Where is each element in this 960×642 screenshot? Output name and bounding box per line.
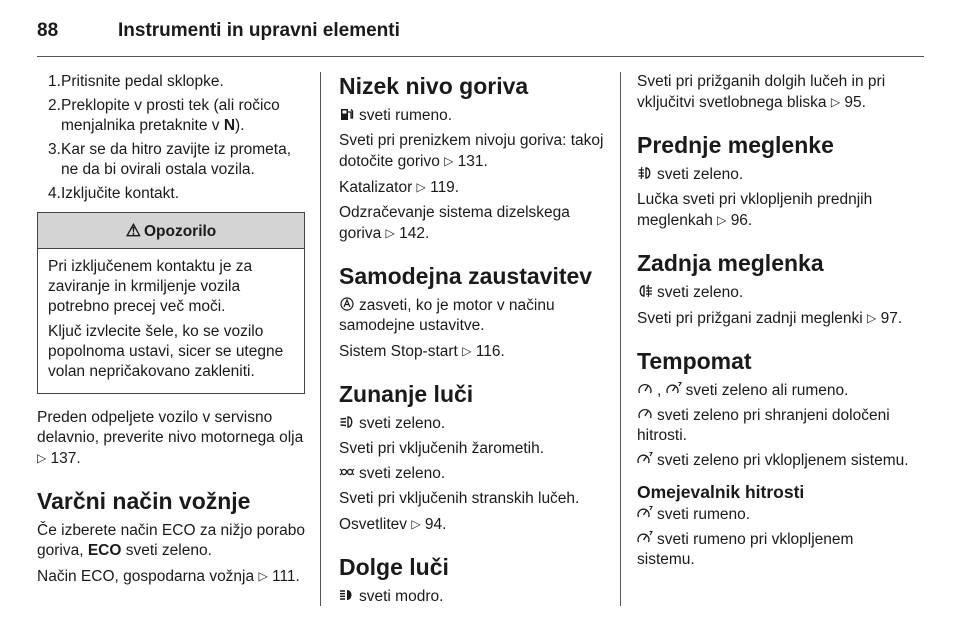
highbeam-line-1: sveti modro. <box>339 587 607 607</box>
autostop-line-1: zasveti, ko je motor v načinu samodejne ustavitve. <box>339 297 555 334</box>
side-light-icon <box>339 464 355 480</box>
highbeam-continued: Sveti pri prižganih dolgih lučeh in pri vključitvi svetlobnega bliska ▷ 95. <box>637 73 886 111</box>
reference-arrow-icon: ▷ <box>416 180 426 194</box>
fuel-line-1: sveti rumeno. <box>339 106 607 126</box>
header-rule <box>37 56 924 57</box>
eco-text-2: Način ECO, gospodarna vožnja ▷ 111. <box>37 568 300 585</box>
column-divider-1 <box>320 72 321 606</box>
speed-limiter-icon <box>637 505 653 521</box>
warning-text-2: Ključ izvlecite šele, ko se vozilo popolnoma ustavi, sicer se utegne volan nepričakovano zakleniti. <box>48 323 284 380</box>
warning-body <box>38 249 304 393</box>
limiter-line-2: sveti rumeno pri vklopljenem sistemu. <box>637 531 854 568</box>
section-title-autostop: Samodejna zaustavitev <box>339 263 593 289</box>
frontfog-line-1: sveti zeleno. <box>637 165 909 185</box>
section-title-fuel: Nizek nivo goriva <box>339 73 529 99</box>
speed-limiter-icon <box>637 530 653 546</box>
warning-text-1: Pri izključenem kontaktu je za zaviranje in krmiljenje vozila potrebno precej več moči. <box>48 258 253 315</box>
column-divider-2 <box>620 72 621 606</box>
reference-arrow-icon: ▷ <box>37 451 47 465</box>
list-item: 1. Pritisnite pedal sklopke. <box>48 73 224 90</box>
section-title-cruise: Tempomat <box>637 348 752 374</box>
fuel-line-2: Sveti pri prenizkem nivoju goriva: takoj dotočite gorivo ▷ 131. <box>339 132 604 170</box>
page-title: Instrumenti in upravni elementi <box>118 20 400 41</box>
eco-text-1: Če izberete način ECO za nižjo porabo goriva, ECO sveti zeleno. <box>37 522 305 559</box>
fuel-line-3: Katalizator ▷ 119. <box>339 179 460 196</box>
high-beam-icon <box>339 587 355 603</box>
reference-arrow-icon: ▷ <box>830 95 841 109</box>
list-item: 2. Preklopite v prosti tek (ali ročico menjalnika pretaknite v N). <box>48 97 280 134</box>
reference-arrow-icon: ▷ <box>717 213 727 227</box>
exterior-line-4: Sveti pri vključenih stranskih lučeh. <box>339 490 580 507</box>
limiter-line-1: sveti rumeno. <box>637 505 909 525</box>
page-number: 88 <box>37 20 59 41</box>
warning-header: ⚠ Opozorilo <box>38 213 304 249</box>
rearfog-line-1: sveti zeleno. <box>637 283 909 303</box>
section-title-eco: Varčni način vožnje <box>37 488 251 514</box>
exterior-line-1: sveti zeleno. <box>339 414 607 434</box>
rear-fog-icon <box>637 283 653 299</box>
column-2 <box>339 72 607 612</box>
section-title-limiter: Omejevalnik hitrosti <box>637 482 805 502</box>
column-3 <box>637 72 909 575</box>
cruise-control-icon <box>637 381 653 397</box>
reference-arrow-icon: ▷ <box>385 226 395 240</box>
section-title-exterior: Zunanje luči <box>339 381 474 407</box>
fuel-pump-icon <box>339 106 355 122</box>
list-item: 3. Kar se da hitro zavijte iz prometa, ne da bi ovirali ostala vozila. <box>48 141 292 178</box>
cruise-line-3: sveti zeleno pri vklopljenem sistemu. <box>637 451 909 471</box>
fuel-line-4: Odzračevanje sistema dizelskega goriva ▷ 142. <box>339 204 570 242</box>
reference-arrow-icon: ▷ <box>258 569 268 583</box>
cruise-control-icon <box>666 381 682 397</box>
auto-stop-icon <box>339 296 355 312</box>
autostop-line-2: Sistem Stop-start ▷ 116. <box>339 343 505 360</box>
list-item: 4. Izključite kontakt. <box>48 185 180 202</box>
exterior-line-3: sveti zeleno. <box>339 464 607 484</box>
headlight-icon <box>339 414 355 430</box>
service-note: Preden odpeljete vozilo v servisno delavnio, preverite nivo motornega olja ▷ 137. <box>37 409 304 467</box>
reference-arrow-icon: ▷ <box>462 344 472 358</box>
frontfog-line-2: Lučka sveti pri vklopljenih prednjih meglenkah ▷ 96. <box>637 191 873 229</box>
cruise-line-2: sveti zeleno pri shranjeni določeni hitrosti. <box>637 407 890 444</box>
front-fog-icon <box>637 165 653 181</box>
section-title-highbeam: Dolge luči <box>339 554 449 580</box>
exterior-line-5: Osvetlitev ▷ 94. <box>339 516 447 533</box>
page-header <box>0 0 960 58</box>
section-title-frontfog: Prednje meglenke <box>637 132 834 158</box>
rearfog-line-2: Sveti pri prižgani zadnji meglenki ▷ 97. <box>637 310 903 327</box>
section-title-rearfog: Zadnja meglenka <box>637 250 824 276</box>
column-1 <box>37 72 305 592</box>
warning-box <box>37 212 305 394</box>
warning-triangle-icon: ⚠ <box>125 221 141 240</box>
exterior-line-2: Sveti pri vključenih žarometih. <box>339 440 545 457</box>
cruise-line-1: , sveti zeleno ali rumeno. <box>637 381 909 401</box>
reference-arrow-icon: ▷ <box>867 311 877 325</box>
cruise-control-icon <box>637 406 653 422</box>
steps-list <box>37 72 305 204</box>
reference-arrow-icon: ▷ <box>411 517 421 531</box>
reference-arrow-icon: ▷ <box>444 154 454 168</box>
cruise-control-icon <box>637 451 653 467</box>
